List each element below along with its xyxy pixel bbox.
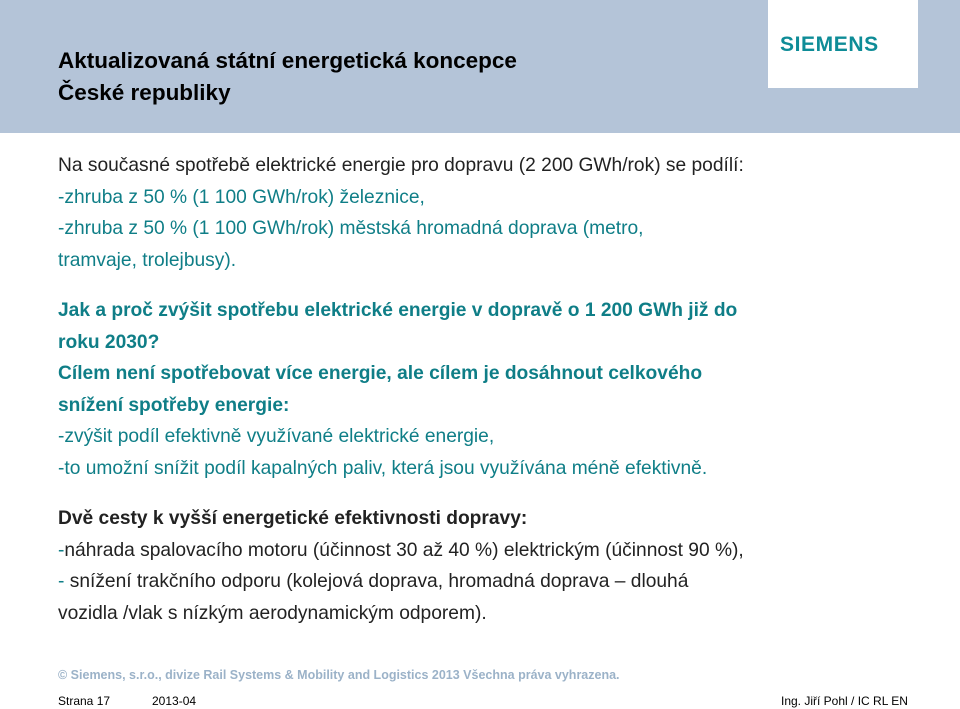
- intro-item: [58, 213, 938, 245]
- author-credit: Ing. Jiří Pohl / IC RL EN: [781, 694, 908, 708]
- goal-item: [58, 453, 938, 485]
- bullet-dash: -: [58, 186, 65, 208]
- bullet-dash: -: [58, 457, 65, 479]
- question-line-1: Jak a proč zvýšit spotřebu elektrické energie v dopravě o 1 200 GWh již do: [58, 300, 738, 321]
- bullet-dash: -: [58, 426, 65, 447]
- ways-item: [58, 535, 938, 567]
- bullet-dash: -: [58, 571, 70, 592]
- goal-line-2: snížení spotřeby energie:: [58, 394, 290, 416]
- intro-item: [58, 182, 938, 214]
- title-line-1: Aktualizovaná státní energetická koncepce: [58, 48, 517, 73]
- copyright-notice: © Siemens, s.r.o., divize Rail Systems & Mobility and Logistics 2013 Všechna práva vyhrazena.: [58, 668, 620, 682]
- goal-item: [58, 421, 938, 453]
- title-line-2: České republiky: [58, 80, 231, 105]
- ways-continuation: vozidla /vlak s nízkým aerodynamickým odporem).: [58, 602, 487, 624]
- goal-item-text: zvýšit podíl efektivně využívané elektrické energie,: [64, 426, 495, 447]
- intro-item-text: zhruba z 50 % (1 100 GWh/rok) železnice,: [64, 186, 425, 208]
- ways-item-text: snížení trakčního odporu (kolejová doprava, hromadná doprava – dlouhá: [69, 571, 689, 592]
- slide-content: [58, 150, 938, 629]
- intro-continuation: tramvaje, trolejbusy).: [58, 249, 237, 271]
- ways-item: [58, 566, 938, 598]
- bullet-dash: -: [58, 218, 65, 239]
- goal-line-1: Cílem není spotřebovat více energie, ale cílem je dosáhnout celkového: [58, 363, 703, 384]
- intro-text: Na současné spotřebě elektrické energie pro dopravu (2 200 GWh/rok) se podílí:: [58, 155, 744, 176]
- intro-item-text: zhruba z 50 % (1 100 GWh/rok) městská hromadná doprava (metro,: [64, 218, 644, 239]
- bullet-dash: -: [58, 539, 65, 561]
- siemens-logo: SIEMENS: [780, 33, 879, 56]
- slide-date: 2013-04: [152, 694, 197, 708]
- goal-item-text: to umožní snížit podíl kapalných paliv, která jsou využívána méně efektivně.: [64, 457, 708, 479]
- page-number: Strana 17: [58, 694, 111, 708]
- ways-heading: Dvě cesty k vyšší energetické efektivnosti dopravy:: [58, 508, 528, 529]
- slide-title: [58, 45, 738, 109]
- ways-item-text: náhrada spalovacího motoru (účinnost 30 až 40 %) elektrickým (účinnost 90 %),: [64, 539, 744, 561]
- question-line-2: roku 2030?: [58, 331, 160, 353]
